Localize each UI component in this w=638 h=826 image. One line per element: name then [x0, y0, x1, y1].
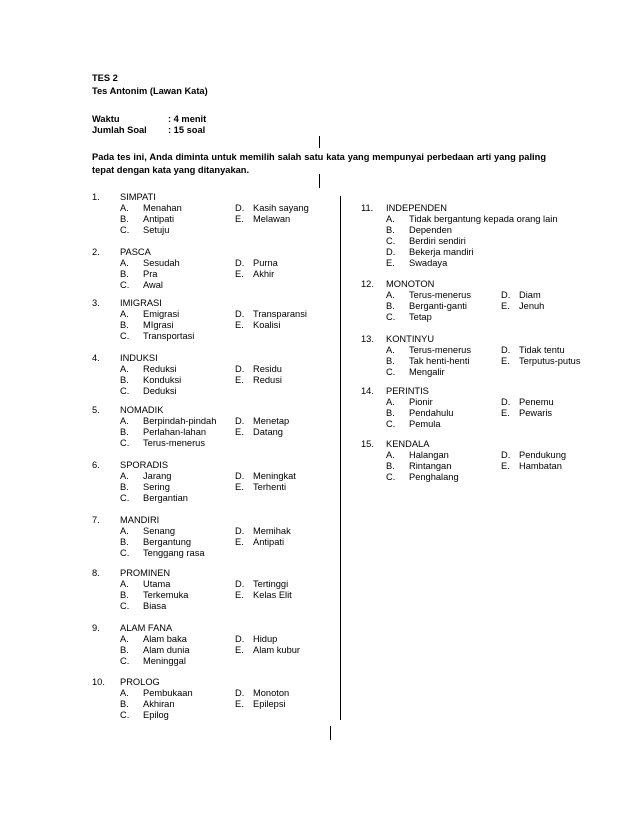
option-letter: B.: [120, 427, 129, 437]
question-item: [361, 439, 591, 483]
option-row: [361, 356, 591, 367]
option-letter: D.: [235, 203, 245, 213]
question-item: [92, 298, 322, 342]
question-header: [92, 192, 322, 203]
option-letter: C.: [120, 225, 130, 235]
option-row: [92, 331, 322, 342]
option-row: [92, 688, 322, 699]
option-letter: E.: [386, 258, 395, 268]
option-text: Kasih sayang: [253, 203, 309, 213]
option-text: Meninggal: [143, 656, 186, 666]
option-text: Utama: [143, 579, 171, 589]
option-text: Menetap: [253, 416, 290, 426]
option-letter: C.: [120, 656, 130, 666]
option-text: Tak henti-henti: [409, 356, 470, 366]
option-text: Antipati: [253, 537, 285, 547]
option-letter: E.: [235, 320, 244, 330]
question-word: MANDIRI: [120, 515, 160, 525]
option-text: Bekerja mandiri: [409, 247, 474, 257]
option-letter: B.: [120, 320, 129, 330]
option-text: Hidup: [253, 634, 278, 644]
option-letter: B.: [120, 269, 129, 279]
question-header: [92, 353, 322, 364]
question-word: PROLOG: [120, 677, 160, 687]
option-row: [361, 397, 591, 408]
column-divider: [340, 196, 341, 720]
question-item: [92, 192, 322, 236]
cursor-mark: [330, 726, 331, 740]
option-row: [92, 471, 322, 482]
question-word: INDUKSI: [120, 353, 158, 363]
option-text: Pendahulu: [409, 408, 454, 418]
option-letter: E.: [501, 356, 510, 366]
time-label: Waktu: [92, 114, 120, 124]
question-number: 11.: [361, 203, 374, 213]
question-number: 14.: [361, 386, 374, 396]
option-letter: A.: [120, 579, 129, 589]
option-row: [361, 312, 591, 323]
question-item: [361, 386, 591, 430]
option-text: Alam baka: [143, 634, 187, 644]
option-letter: C.: [120, 280, 130, 290]
option-row: [92, 258, 322, 269]
option-row: [92, 416, 322, 427]
option-letter: A.: [386, 397, 395, 407]
question-header: [361, 386, 591, 397]
option-letter: C.: [386, 419, 396, 429]
option-letter: D.: [501, 397, 511, 407]
option-text: Halangan: [409, 450, 449, 460]
option-text: Tidak tentu: [519, 345, 565, 355]
option-text: Tidak bergantung kepada orang lain: [409, 214, 558, 224]
option-row: [361, 301, 591, 312]
option-text: Pewaris: [519, 408, 553, 418]
option-letter: E.: [501, 408, 510, 418]
option-letter: B.: [386, 408, 395, 418]
cursor-mark: [319, 136, 320, 148]
question-header: [92, 677, 322, 688]
question-number: 9.: [92, 623, 100, 633]
option-text: Meningkat: [253, 471, 296, 481]
option-text: Penemu: [519, 397, 554, 407]
option-text: Akhir: [253, 269, 275, 279]
option-text: Purna: [253, 258, 278, 268]
question-word: SPORADIS: [120, 460, 169, 470]
option-letter: B.: [386, 461, 395, 471]
question-item: [92, 353, 322, 397]
option-row: [92, 386, 322, 397]
question-number: 7.: [92, 515, 100, 525]
instructions: Pada tes ini, Anda diminta untuk memilih salah satu kata yang mempunyai perbedaan arti yang paling tepat dengan kata yang ditanyakan.: [92, 152, 546, 175]
option-letter: D.: [235, 579, 245, 589]
option-text: Datang: [253, 427, 283, 437]
option-letter: C.: [120, 548, 130, 558]
option-text: Pemula: [409, 419, 441, 429]
option-row: [92, 537, 322, 548]
option-letter: D.: [501, 450, 511, 460]
option-text: Swadaya: [409, 258, 448, 268]
option-letter: A.: [386, 345, 395, 355]
question-header: [361, 439, 591, 450]
question-item: [92, 515, 322, 559]
option-letter: C.: [120, 601, 130, 611]
option-letter: B.: [120, 537, 129, 547]
question-header: [361, 334, 591, 345]
option-text: Tenggang rasa: [143, 548, 205, 558]
question-number: 10.: [92, 677, 105, 687]
question-number: 12.: [361, 279, 374, 289]
option-row: [361, 345, 591, 356]
count-label: Jumlah Soal: [92, 125, 147, 135]
question-header: [92, 515, 322, 526]
option-text: Transparansi: [253, 309, 307, 319]
option-text: MIgrasi: [143, 320, 174, 330]
question-word: ALAM FANA: [120, 623, 173, 633]
test-subtitle: Tes Antonim (Lawan Kata): [92, 86, 208, 96]
question-number: 3.: [92, 298, 100, 308]
question-number: 6.: [92, 460, 100, 470]
option-letter: A.: [386, 290, 395, 300]
option-text: Koalisi: [253, 320, 281, 330]
option-row: [92, 493, 322, 504]
option-letter: D.: [235, 688, 245, 698]
option-row: [92, 225, 322, 236]
option-letter: A.: [120, 526, 129, 536]
option-text: Reduksi: [143, 364, 177, 374]
option-letter: E.: [501, 461, 510, 471]
option-row: [92, 526, 322, 537]
question-word: SIMPATI: [120, 192, 156, 202]
option-text: Konduksi: [143, 375, 182, 385]
option-row: [92, 214, 322, 225]
question-word: PASCA: [120, 247, 151, 257]
option-letter: E.: [235, 269, 244, 279]
question-header: [92, 405, 322, 416]
option-row: [92, 645, 322, 656]
option-row: [92, 364, 322, 375]
option-letter: A.: [120, 258, 129, 268]
option-row: [361, 419, 591, 430]
option-text: Residu: [253, 364, 282, 374]
question-header: [92, 460, 322, 471]
option-letter: E.: [235, 214, 244, 224]
option-row: [92, 280, 322, 291]
question-word: KONTINYU: [386, 334, 435, 344]
option-letter: D.: [235, 416, 245, 426]
question-number: 8.: [92, 568, 100, 578]
option-letter: D.: [235, 364, 245, 374]
option-row: [92, 601, 322, 612]
test-title: TES 2: [92, 73, 118, 83]
option-text: Hambatan: [519, 461, 562, 471]
option-letter: E.: [235, 537, 244, 547]
option-row: [92, 579, 322, 590]
option-letter: C.: [386, 236, 396, 246]
option-text: Epilepsi: [253, 699, 286, 709]
option-text: Sering: [143, 482, 170, 492]
option-text: Alam dunia: [143, 645, 190, 655]
option-text: Menahan: [143, 203, 182, 213]
option-row: [92, 548, 322, 559]
option-text: Akhiran: [143, 699, 175, 709]
option-letter: E.: [501, 301, 510, 311]
question-header: [92, 298, 322, 309]
option-row: [92, 269, 322, 280]
question-number: 15.: [361, 439, 374, 449]
option-letter: B.: [386, 356, 395, 366]
option-letter: D.: [235, 526, 245, 536]
option-letter: B.: [386, 301, 395, 311]
option-text: Berpindah-pindah: [143, 416, 217, 426]
question-word: IMIGRASI: [120, 298, 162, 308]
option-letter: B.: [120, 375, 129, 385]
option-text: Berdiri sendiri: [409, 236, 466, 246]
option-letter: D.: [386, 247, 396, 257]
option-letter: E.: [235, 590, 244, 600]
option-letter: A.: [386, 450, 395, 460]
option-row: [361, 408, 591, 419]
option-text: Bergantian: [143, 493, 188, 503]
option-letter: C.: [120, 493, 130, 503]
question-header: [92, 247, 322, 258]
question-word: KENDALA: [386, 439, 430, 449]
option-text: Terus-menerus: [409, 290, 472, 300]
option-text: Setuju: [143, 225, 170, 235]
option-text: Kelas Elit: [253, 590, 292, 600]
question-item: [361, 334, 591, 378]
question-word: NOMADIK: [120, 405, 164, 415]
option-text: Monoton: [253, 688, 290, 698]
question-number: 4.: [92, 353, 100, 363]
option-letter: D.: [501, 345, 511, 355]
option-letter: C.: [386, 312, 396, 322]
question-number: 13.: [361, 334, 374, 344]
option-letter: C.: [120, 710, 130, 720]
option-text: Awal: [143, 280, 163, 290]
option-letter: B.: [120, 645, 129, 655]
question-item: [92, 677, 322, 721]
cursor-mark: [319, 174, 320, 188]
question-item: [361, 279, 591, 323]
option-text: Tertinggi: [253, 579, 289, 589]
question-word: PERINTIS: [386, 386, 429, 396]
option-letter: A.: [120, 203, 129, 213]
option-text: Berganti-ganti: [409, 301, 467, 311]
option-row: [92, 203, 322, 214]
option-text: Terus-menerus: [409, 345, 472, 355]
question-header: [92, 623, 322, 634]
option-text: Memihak: [253, 526, 291, 536]
option-letter: B.: [120, 590, 129, 600]
question-item: [92, 568, 322, 612]
option-letter: D.: [235, 471, 245, 481]
count-value: : 15 soal: [168, 125, 206, 135]
option-letter: A.: [120, 416, 129, 426]
option-text: Emigrasi: [143, 309, 180, 319]
option-letter: D.: [235, 309, 245, 319]
option-text: Terus-menerus: [143, 438, 206, 448]
option-text: Perlahan-lahan: [143, 427, 207, 437]
option-letter: C.: [120, 438, 130, 448]
question-item: [92, 460, 322, 504]
option-text: Rintangan: [409, 461, 452, 471]
option-letter: B.: [120, 214, 129, 224]
option-text: Pra: [143, 269, 158, 279]
question-header: [92, 568, 322, 579]
question-number: 5.: [92, 405, 100, 415]
option-text: Melawan: [253, 214, 291, 224]
option-letter: C.: [386, 472, 396, 482]
option-letter: D.: [235, 258, 245, 268]
option-letter: C.: [120, 331, 130, 341]
option-text: Terputus-putus: [519, 356, 581, 366]
option-row: [361, 290, 591, 301]
option-letter: E.: [235, 375, 244, 385]
option-text: Bergantung: [143, 537, 192, 547]
question-word: MONOTON: [386, 279, 435, 289]
option-row: [92, 656, 322, 667]
option-letter: E.: [235, 645, 244, 655]
question-word: PROMINEN: [120, 568, 171, 578]
option-letter: A.: [120, 688, 129, 698]
option-text: Pendukung: [519, 450, 567, 460]
option-text: Diam: [519, 290, 541, 300]
time-value: : 4 menit: [168, 114, 207, 124]
option-letter: C.: [386, 367, 396, 377]
option-row: [92, 438, 322, 449]
option-text: Redusi: [253, 375, 282, 385]
option-row: [92, 320, 322, 331]
option-letter: D.: [235, 634, 245, 644]
option-row: [92, 309, 322, 320]
option-text: Jenuh: [519, 301, 545, 311]
option-letter: B.: [120, 699, 129, 709]
option-text: Biasa: [143, 601, 167, 611]
option-row: [92, 710, 322, 721]
option-text: Dependen: [409, 225, 452, 235]
option-text: Tetap: [409, 312, 432, 322]
option-letter: A.: [120, 634, 129, 644]
option-row: [92, 375, 322, 386]
option-text: Terkemuka: [143, 590, 189, 600]
option-letter: E.: [235, 699, 244, 709]
question-item: [92, 405, 322, 449]
option-row: [361, 450, 591, 461]
question-number: 1.: [92, 192, 100, 202]
option-text: Jarang: [143, 471, 172, 481]
option-letter: B.: [386, 225, 395, 235]
option-letter: A.: [120, 471, 129, 481]
option-text: Antipati: [143, 214, 175, 224]
option-row: [361, 472, 591, 483]
option-text: Penghalang: [409, 472, 459, 482]
option-letter: D.: [501, 290, 511, 300]
option-text: Terhenti: [253, 482, 287, 492]
option-letter: E.: [235, 427, 244, 437]
option-text: Epilog: [143, 710, 169, 720]
option-text: Senang: [143, 526, 176, 536]
option-row: [361, 461, 591, 472]
question-11: [361, 203, 591, 269]
option-text: Pionir: [409, 397, 433, 407]
question-item: [92, 247, 322, 291]
option-text: Deduksi: [143, 386, 177, 396]
option-row: [361, 367, 591, 378]
option-row: [92, 699, 322, 710]
option-text: Mengalir: [409, 367, 445, 377]
question-header: [361, 279, 591, 290]
option-letter: B.: [120, 482, 129, 492]
option-text: Pembukaan: [143, 688, 193, 698]
option-letter: A.: [386, 214, 395, 224]
option-row: [92, 427, 322, 438]
option-text: Sesudah: [143, 258, 180, 268]
question-item: [92, 623, 322, 667]
option-row: [92, 634, 322, 645]
option-row: [92, 590, 322, 601]
option-letter: A.: [120, 309, 129, 319]
option-letter: E.: [235, 482, 244, 492]
option-letter: C.: [120, 386, 130, 396]
option-letter: A.: [120, 364, 129, 374]
question-word: INDEPENDEN: [386, 203, 447, 213]
option-row: [92, 482, 322, 493]
question-number: 2.: [92, 247, 100, 257]
option-text: Transportasi: [143, 331, 195, 341]
option-text: Alam kubur: [253, 645, 301, 655]
